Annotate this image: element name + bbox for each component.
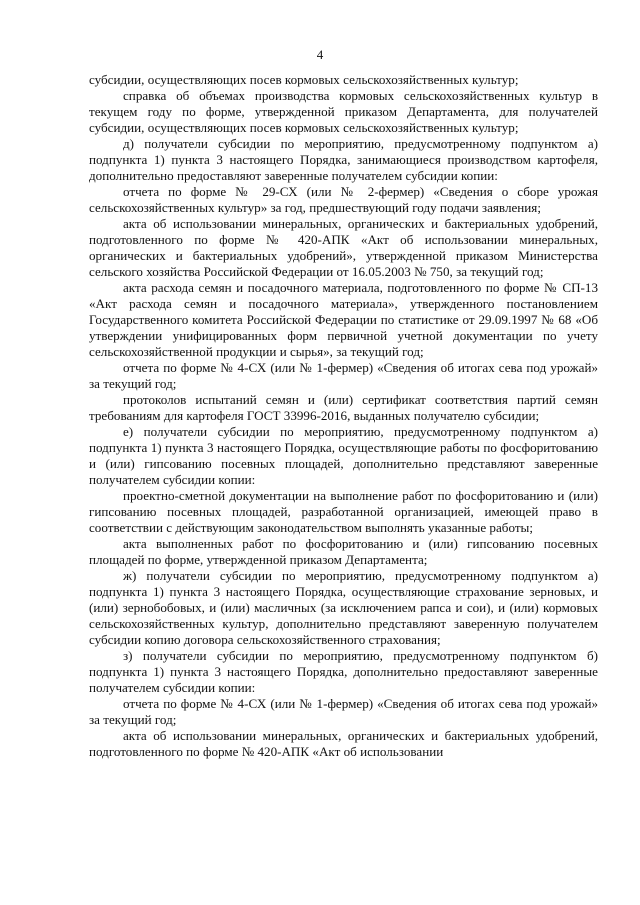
paragraph: отчета по форме № 4-СХ (или № 1-фермер) «Сведения об итогах сева под урожай» за текущий год; [89, 360, 598, 391]
paragraph: з) получатели субсидии по мероприятию, предусмотренному подпунктом б) подпункта 1) пункта 3 настоящего Порядка, дополнительно предоставляют заверенные получателем субсидии копии: [89, 648, 598, 695]
paragraph: протоколов испытаний семян и (или) сертификат соответствия партий семян требованиям для картофеля ГОСТ 33996-2016, выданных получателю субсидии; [89, 392, 598, 423]
paragraph: справка об объемах производства кормовых сельскохозяйственных культур в текущем году по форме, утвержденной приказом Департамента, для получателей субсидии, осуществляющих посев кормовых сельскохозяйственных культур; [89, 88, 598, 135]
paragraph: акта выполненных работ по фосфоритованию и (или) гипсованию посевных площадей по форме, утвержденной приказом Департамента; [89, 536, 598, 567]
paragraph: акта об использовании минеральных, органических и бактериальных удобрений, подготовленного по форме № 420-АПК «Акт об использовании минеральных, органических и бактериальных удобрений», утвержденной приказом Министерства сельского хозяйства Российской Федерации от 16.05.2003 № 750, за текущий год; [89, 216, 598, 279]
paragraph: проектно-сметной документации на выполнение работ по фосфоритованию и (или) гипсованию посевных площадей, разработанной организацией, имеющей право в соответствии с действующим законодательством выполнять указанные работы; [89, 488, 598, 535]
paragraph: отчета по форме № 4-СХ (или № 1-фермер) «Сведения об итогах сева под урожай» за текущий год; [89, 696, 598, 727]
paragraph: акта расхода семян и посадочного материала, подготовленного по форме № СП-13 «Акт расхода семян и посадочного материала», утвержденного постановлением Государственного комитета Российской Федерации по статистике от 29.09.1997 № 68 «Об утверждении унифицированных форм первичной учетной документации по учету сельскохозяйственной продукции и сырья», за текущий год; [89, 280, 598, 359]
paragraph: е) получатели субсидии по мероприятию, предусмотренному подпунктом а) подпункта 1) пункта 3 настоящего Порядка, осуществляющие работы по фосфоритованию и (или) гипсованию посевных площадей, дополнительно представляют заверенные получателем субсидии копии: [89, 424, 598, 487]
paragraph: д) получатели субсидии по мероприятию, предусмотренному подпунктом а) подпункта 1) пункта 3 настоящего Порядка, занимающиеся производством картофеля, дополнительно предоставляют заверенные получателем субсидии копии: [89, 136, 598, 183]
document-body [89, 72, 598, 760]
paragraph: субсидии, осуществляющих посев кормовых сельскохозяйственных культур; [89, 72, 519, 87]
paragraph: акта об использовании минеральных, органических и бактериальных удобрений, подготовленного по форме № 420-АПК «Акт об использовании [89, 728, 598, 759]
page-number: 4 [316, 47, 324, 62]
paragraph: ж) получатели субсидии по мероприятию, предусмотренному подпунктом а) подпункта 1) пункта 3 настоящего Порядка, осуществляющие страхование зерновых, и (или) зернобобовых, и (или) масличных (за исключением рапса и сои), и (или) кормовых сельскохозяйственных культур, дополнительно представляют заверенную получателем субсидии копию договора сельскохозяйственного страхования; [89, 568, 598, 647]
paragraph: отчета по форме № 29-СХ (или № 2-фермер) «Сведения о сборе урожая сельскохозяйственных культур» за год, предшествующий году подачи заявления; [89, 184, 598, 215]
